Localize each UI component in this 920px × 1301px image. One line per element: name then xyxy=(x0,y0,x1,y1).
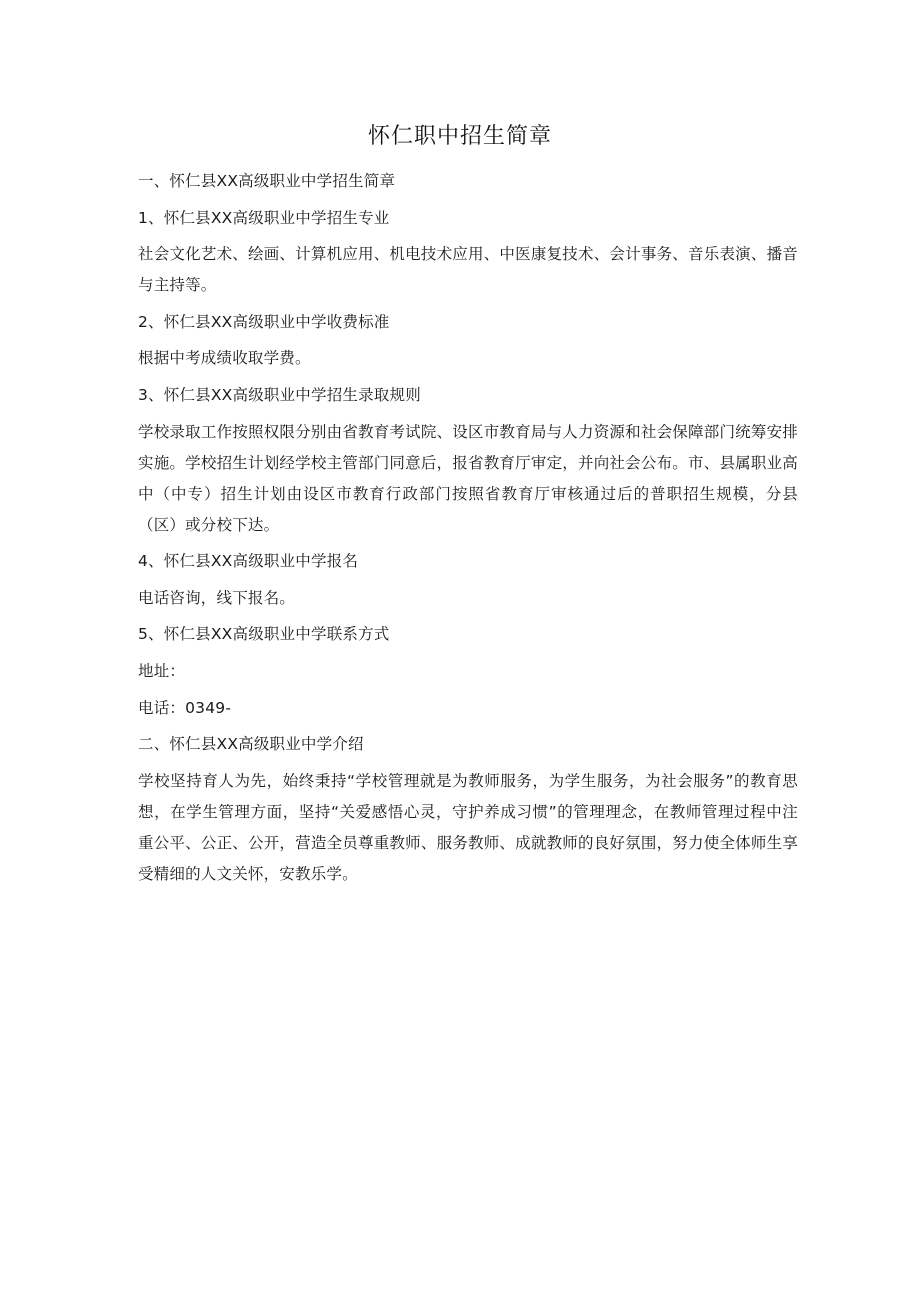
document-title: 怀仁职中招生简章 xyxy=(367,124,552,149)
paragraph-admission-rules: 学校录取工作按照权限分别由省教育考试院、设区市教育局与人力资源和社会保障部门统筹安排实施。学校招生计划经学校主管部门同意后，报省教育厅审定，并向社会公布。市、县属职业高中（中专）招生计划由设区市教育行政部门按照省教育厅审核通过后的普职招生规模，分县（区）或分校下达。 xyxy=(138,422,798,534)
section-heading-1: 一、怀仁县XX高级职业中学招生简章 xyxy=(138,172,396,190)
paragraph-registration: 电话咨询，线下报名。 xyxy=(138,588,296,607)
document-body xyxy=(138,166,798,895)
subheading-contact: 5、怀仁县XX高级职业中学联系方式 xyxy=(138,625,390,644)
contact-address: 地址： xyxy=(138,661,186,680)
paragraph-introduction: 学校坚持育人为先，始终秉持“学校管理就是为教师服务，为学生服务，为社会服务”的教育思想，在学生管理方面，坚持“关爱感悟心灵，守护养成习惯”的管理理念，在教师管理过程中注重公平、公正、公开，营造全员尊重教师、服务教师、成就教师的良好氛围，努力使全体师生享受精细的人文关怀，安教乐学。 xyxy=(138,771,798,883)
contact-phone: 电话：0349- xyxy=(138,698,232,717)
subheading-majors: 1、怀仁县XX高级职业中学招生专业 xyxy=(138,208,390,227)
subheading-registration: 4、怀仁县XX高级职业中学报名 xyxy=(138,552,359,571)
subheading-fees: 2、怀仁县XX高级职业中学收费标准 xyxy=(138,312,390,331)
section-heading-2: 二、怀仁县XX高级职业中学介绍 xyxy=(138,735,364,754)
paragraph-fees: 根据中考成绩收取学费。 xyxy=(138,349,311,368)
subheading-admission-rules: 3、怀仁县XX高级职业中学招生录取规则 xyxy=(138,385,421,404)
paragraph-majors: 社会文化艺术、绘画、计算机应用、机电技术应用、中医康复技术、会计事务、音乐表演、播音与主持等。 xyxy=(138,245,798,295)
